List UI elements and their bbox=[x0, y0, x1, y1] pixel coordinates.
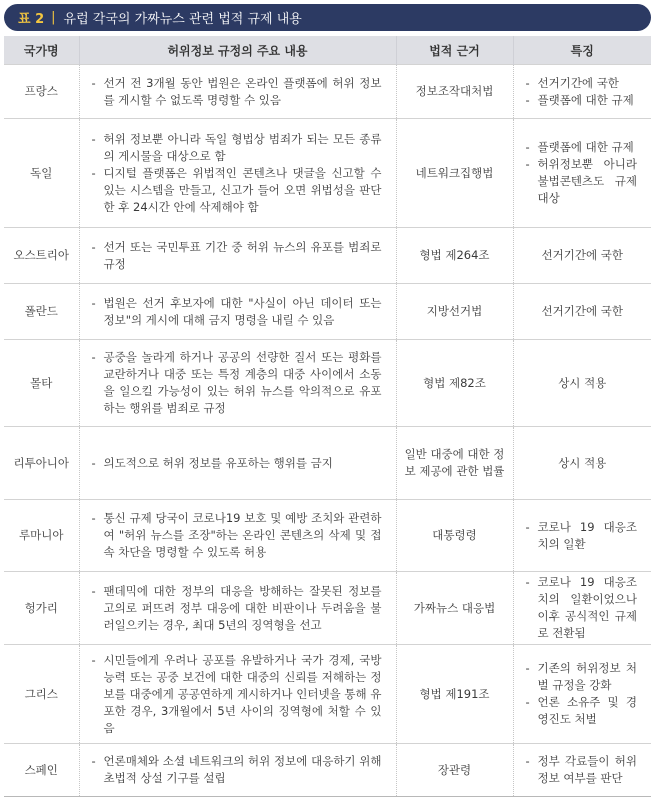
content-cell bbox=[79, 228, 396, 284]
feature-text: 코로나 19 대응조치의 일환이었으나 이후 공식적인 규제로 전환됨 bbox=[537, 575, 637, 640]
table-title-bar bbox=[4, 4, 651, 31]
content-cell bbox=[79, 427, 396, 500]
table-row bbox=[4, 744, 651, 797]
header-country: 국가명 bbox=[4, 36, 79, 65]
feature-bullet bbox=[526, 660, 638, 694]
feature-text: 플랫폼에 대한 규제 bbox=[537, 140, 634, 154]
bullet-dash: - bbox=[91, 75, 96, 90]
content-bullet bbox=[92, 131, 382, 165]
features-cell: 상시 적용 bbox=[513, 340, 651, 427]
content-cell bbox=[79, 284, 396, 340]
legal-basis-cell: 형법 제82조 bbox=[396, 340, 513, 427]
feature-bullet bbox=[526, 75, 638, 92]
bullet-dash: - bbox=[525, 575, 530, 589]
country-cell: 루마니아 bbox=[4, 500, 79, 572]
header-basis: 법적 근거 bbox=[396, 36, 513, 65]
content-bullet bbox=[92, 455, 382, 472]
feature-bullet bbox=[526, 694, 638, 728]
feature-bullet bbox=[526, 156, 638, 207]
content-text: 디지털 플랫폼은 위법적인 콘텐츠나 댓글을 신고할 수 있는 시스템을 만들고, 신고가 들어 오면 위법성을 판단한 후 24시간 안에 삭제해야 함 bbox=[103, 165, 382, 214]
country-cell: 그리스 bbox=[4, 645, 79, 744]
table-row bbox=[4, 572, 651, 645]
content-text: 법원은 선거 후보자에 대한 "사실이 아닌 데이터 또는 정보"의 게시에 대해 금지 명령을 내릴 수 있음 bbox=[103, 295, 382, 327]
features-cell bbox=[513, 572, 651, 645]
features-cell bbox=[513, 744, 651, 797]
country-cell: 오스트리아 bbox=[4, 228, 79, 284]
content-text: 허위 정보뿐 아니라 독일 형법상 범죄가 되는 모든 종류의 게시물을 대상으로 함 bbox=[103, 131, 382, 163]
table-title: 유럽 각국의 가짜뉴스 관련 법적 규제 내용 bbox=[63, 12, 302, 27]
content-text: 선거 또는 국민투표 기간 중 허위 뉴스의 유포를 범죄로 규정 bbox=[103, 239, 382, 271]
country-cell: 폴란드 bbox=[4, 284, 79, 340]
content-text: 언론매체와 소셜 네트워크의 허위 정보에 대응하기 위해 초법적 상설 기구를 설립 bbox=[103, 754, 382, 785]
bullet-dash: - bbox=[525, 695, 530, 709]
feature-text: 언론 소유주 및 경영진도 처벌 bbox=[537, 695, 637, 726]
content-bullet bbox=[92, 510, 382, 561]
header-features: 특징 bbox=[513, 36, 651, 65]
content-text: 팬데믹에 대한 정부의 대응을 방해하는 잘못된 정보를 고의로 퍼뜨려 정부 대응에 대한 비판이나 두려움을 불러일으키는 경우, 최대 5년의 징역형을 선고 bbox=[103, 583, 382, 632]
content-bullet bbox=[92, 652, 382, 737]
legal-basis-cell: 가짜뉴스 대응법 bbox=[396, 572, 513, 645]
bullet-dash: - bbox=[91, 455, 96, 470]
feature-bullet bbox=[526, 753, 638, 787]
title-separator: | bbox=[51, 10, 56, 25]
content-cell bbox=[79, 500, 396, 572]
bullet-dash: - bbox=[525, 92, 530, 107]
bullet-dash: - bbox=[91, 295, 96, 310]
country-cell: 헝가리 bbox=[4, 572, 79, 645]
feature-text: 선거기간에 국한 bbox=[537, 75, 619, 90]
feature-text: 기존의 허위정보 처벌 규정을 강화 bbox=[537, 661, 637, 692]
content-bullet bbox=[92, 165, 382, 216]
content-cell bbox=[79, 65, 396, 119]
country-cell: 프랑스 bbox=[4, 65, 79, 119]
content-bullet bbox=[92, 583, 382, 634]
content-cell bbox=[79, 572, 396, 645]
content-cell bbox=[79, 645, 396, 744]
features-cell bbox=[513, 65, 651, 119]
table-number: 표 2 bbox=[18, 12, 45, 27]
content-bullet bbox=[92, 75, 382, 109]
bullet-dash: - bbox=[91, 511, 96, 525]
feature-text: 코로나 19 대응조치의 일환 bbox=[537, 519, 637, 551]
content-bullet bbox=[92, 349, 382, 417]
bullet-dash: - bbox=[91, 350, 96, 364]
country-cell: 몰타 bbox=[4, 340, 79, 427]
bullet-dash: - bbox=[91, 165, 96, 180]
content-text: 공중을 놀라게 하거나 공공의 선량한 질서 또는 평화를 교란하거나 대중 또는 특정 계층의 대중 사이에서 소동을 일으킬 가능성이 있는 허위 뉴스를 악의적으로 유포하는 행위를 범죄로 규정 bbox=[103, 350, 382, 415]
table-row bbox=[4, 284, 651, 340]
bullet-dash: - bbox=[91, 131, 96, 146]
bullet-dash: - bbox=[91, 652, 96, 667]
feature-bullet bbox=[526, 92, 638, 109]
regulation-table bbox=[4, 36, 651, 797]
content-bullet bbox=[92, 753, 382, 787]
table-row bbox=[4, 228, 651, 284]
legal-basis-cell: 형법 제191조 bbox=[396, 645, 513, 744]
features-cell: 선거기간에 국한 bbox=[513, 228, 651, 284]
bullet-dash: - bbox=[91, 754, 96, 768]
feature-bullet bbox=[526, 139, 638, 156]
content-bullet bbox=[92, 239, 382, 273]
country-cell: 리투아니아 bbox=[4, 427, 79, 500]
table-row bbox=[4, 340, 651, 427]
content-cell bbox=[79, 340, 396, 427]
bullet-dash: - bbox=[525, 140, 530, 154]
bullet-dash: - bbox=[525, 519, 530, 534]
bullet-dash: - bbox=[91, 583, 96, 598]
features-cell bbox=[513, 500, 651, 572]
content-text: 의도적으로 허위 정보를 유포하는 행위를 금지 bbox=[103, 455, 333, 470]
feature-bullet bbox=[526, 574, 638, 642]
table-row bbox=[4, 645, 651, 744]
bullet-dash: - bbox=[525, 157, 530, 171]
legal-basis-cell: 형법 제264조 bbox=[396, 228, 513, 284]
content-cell bbox=[79, 119, 396, 228]
bullet-dash: - bbox=[525, 661, 530, 675]
content-bullet bbox=[92, 295, 382, 329]
features-cell: 선거기간에 국한 bbox=[513, 284, 651, 340]
feature-bullet bbox=[526, 519, 638, 553]
features-cell: 상시 적용 bbox=[513, 427, 651, 500]
bullet-dash: - bbox=[91, 239, 96, 254]
legal-basis-cell: 네트워크집행법 bbox=[396, 119, 513, 228]
table-row bbox=[4, 427, 651, 500]
bullet-dash: - bbox=[525, 754, 530, 768]
content-text: 시민들에게 우려나 공포를 유발하거나 국가 경제, 국방 능력 또는 공중 보건에 대한 대중의 신뢰를 저해하는 정보를 대중에게 공공연하게 게시하거나 인터넷을 통해 유포한 경우, 3개월에서 5년 사이의 징역형에 처할 수 있음 bbox=[103, 652, 382, 735]
legal-basis-cell: 정보조작대처법 bbox=[396, 65, 513, 119]
table-header-row bbox=[4, 36, 651, 65]
legal-basis-cell: 대통령령 bbox=[396, 500, 513, 572]
feature-text: 플랫폼에 대한 규제 bbox=[537, 92, 634, 107]
table-row bbox=[4, 500, 651, 572]
legal-basis-cell: 지방선거법 bbox=[396, 284, 513, 340]
content-cell bbox=[79, 744, 396, 797]
table-row bbox=[4, 65, 651, 119]
feature-text: 허위정보뿐 아니라 불법콘텐츠도 규제 대상 bbox=[537, 157, 637, 205]
legal-basis-cell: 일반 대중에 대한 정보 제공에 관한 법률 bbox=[396, 427, 513, 500]
content-text: 통신 규제 당국이 코로나19 보호 및 예방 조치와 관련하여 "허위 뉴스를 조장"하는 온라인 콘텐츠의 삭제 및 접속 차단을 명령할 수 있도록 허용 bbox=[103, 511, 382, 559]
features-cell bbox=[513, 645, 651, 744]
bullet-dash: - bbox=[525, 75, 530, 90]
table-row bbox=[4, 119, 651, 228]
country-cell: 스페인 bbox=[4, 744, 79, 797]
feature-text: 정부 각료들이 허위정보 여부를 판단 bbox=[537, 754, 637, 785]
legal-basis-cell: 장관령 bbox=[396, 744, 513, 797]
header-content: 허위정보 규정의 주요 내용 bbox=[79, 36, 396, 65]
content-text: 선거 전 3개월 동안 법원은 온라인 플랫폼에 허위 정보를 게시할 수 없도록 명령할 수 있음 bbox=[103, 75, 382, 107]
features-cell bbox=[513, 119, 651, 228]
country-cell: 독일 bbox=[4, 119, 79, 228]
